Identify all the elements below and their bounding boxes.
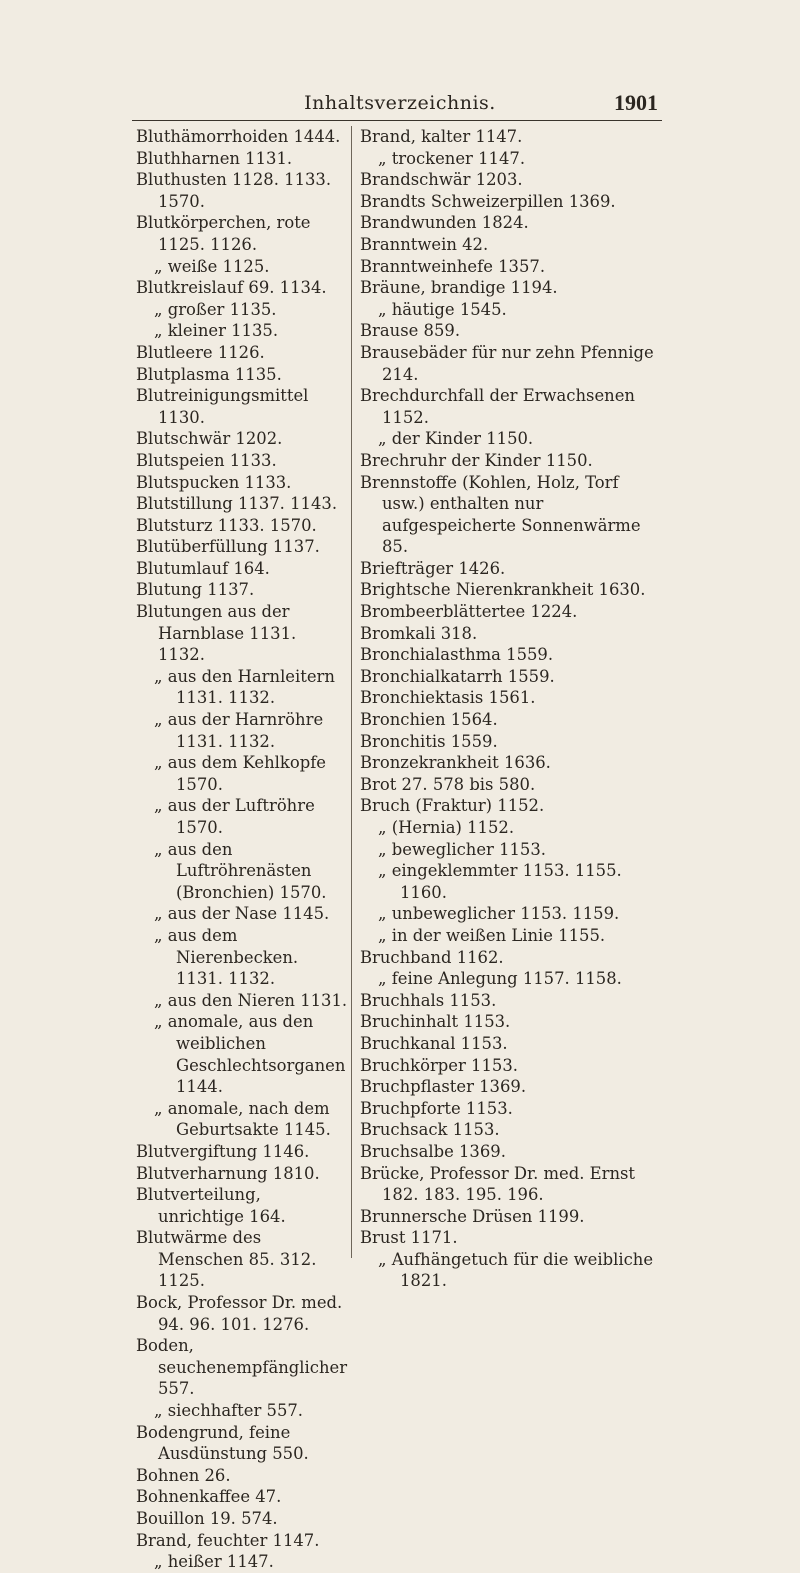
index-entry: Brandschwär 1203. — [360, 170, 523, 190]
index-entry: „ heißer 1147. — [154, 1552, 274, 1572]
index-entry: „ aus der Nase 1145. — [154, 904, 330, 924]
index-entry: Blutleere 1126. — [136, 342, 265, 362]
index-entry: „ anomale, nach dem Geburtsakte 1145. — [154, 1098, 331, 1140]
index-entry: Brust 1171. — [360, 1228, 458, 1248]
index-entry: Brennstoffe (Kohlen, Holz, Torf usw.) enthalten nur aufgespeicherte Sonnenwärme 85. — [360, 472, 641, 557]
index-entry: Bluthämorrhoiden 1444. — [136, 127, 341, 146]
index-entry: Bronchien 1564. — [360, 710, 498, 730]
page-year: 1901 — [614, 90, 658, 115]
index-entry: Branntwein 42. — [360, 234, 489, 254]
index-entry: „ anomale, aus den weiblichen Geschlechtsorganen 1144. — [154, 1012, 346, 1097]
index-entry: Briefträger 1426. — [360, 558, 506, 578]
index-entry: Brechdurchfall der Erwachsenen 1152. — [360, 386, 635, 427]
index-entry: Blutverteilung, unrichtige 164. — [136, 1185, 286, 1226]
index-entry: Bruch (Fraktur) 1152. — [360, 796, 545, 816]
index-entry: Blutumlauf 164. — [136, 558, 270, 578]
header-rule — [132, 120, 662, 121]
index-entry: Bohnen 26. — [136, 1465, 231, 1485]
index-entry: Bronchialasthma 1559. — [360, 645, 554, 665]
index-entry: Blutvergiftung 1146. — [136, 1141, 310, 1161]
index-entry: Brause 859. — [360, 321, 461, 341]
index-entry: Bruchinhalt 1153. — [360, 1012, 511, 1032]
page-title: Inhaltsverzeichnis. — [304, 92, 496, 114]
index-entry: Bruchsalbe 1369. — [360, 1141, 506, 1161]
index-entry: „ kleiner 1135. — [154, 321, 279, 341]
index-entry: Blutkreislauf 69. 1134. — [136, 278, 327, 298]
index-entry: „ großer 1135. — [154, 299, 277, 319]
index-entry: Brunnersche Drüsen 1199. — [360, 1206, 585, 1226]
index-entry: Bruchpflaster 1369. — [360, 1077, 527, 1097]
index-entry: Brot 27. 578 bis 580. — [360, 774, 536, 794]
index-entry: Bohnenkaffee 47. — [136, 1487, 282, 1507]
index-entry: Blutverharnung 1810. — [136, 1163, 320, 1183]
index-entry: „ aus dem Nierenbecken. 1131. 1132. — [154, 925, 299, 989]
index-entry: Blutkörperchen, rote 1125. 1126. — [136, 213, 311, 254]
index-entry: Branntweinhefe 1357. — [360, 256, 546, 276]
index-entry: Brand, kalter 1147. — [360, 127, 523, 146]
column-divider — [351, 126, 352, 1258]
index-entry: Bouillon 19. 574. — [136, 1509, 278, 1528]
index-entry: „ aus der Harnröhre 1131. 1132. — [154, 710, 324, 751]
index-entry: Blutwärme des Menschen 85. 312. 1125. — [136, 1228, 317, 1291]
index-entry: Bronchialkatarrh 1559. — [360, 666, 555, 686]
index-entry: Brausebäder für nur zehn Pfennige 214. — [360, 342, 654, 384]
index-entry: Bromkali 318. — [360, 623, 478, 643]
index-entry: Bluthusten 1128. 1133. 1570. — [136, 170, 332, 211]
index-entry: Bock, Professor Dr. med. 94. 96. 101. 1276. — [136, 1293, 343, 1334]
index-entry: Bronzekrankheit 1636. — [360, 753, 551, 773]
index-entry: Brand, feuchter 1147. — [136, 1530, 320, 1550]
index-entry: „ in der weißen Linie 1155. — [378, 925, 606, 945]
index-entry: Blutreinigungsmittel 1130. — [136, 386, 309, 427]
index-entry: Blutsturz 1133. 1570. — [136, 515, 317, 535]
index-entry: „ aus den Harnleitern 1131. 1132. — [154, 666, 335, 708]
index-entry: Blutspeien 1133. — [136, 450, 277, 470]
index-entry: Bruchpforte 1153. — [360, 1098, 513, 1118]
index-entry: Bronchiektasis 1561. — [360, 688, 536, 708]
index-entry: Brandwunden 1824. — [360, 213, 529, 233]
index-entry: „ aus der Luftröhre 1570. — [154, 796, 315, 837]
index-entry: Bruchkörper 1153. — [360, 1055, 518, 1075]
index-entry: Bluthharnen 1131. — [136, 148, 293, 168]
index-entry: Bruchsack 1153. — [360, 1120, 500, 1140]
index-entry: Bruchband 1162. — [360, 947, 504, 967]
index-entry: „ (Hernia) 1152. — [378, 818, 515, 837]
index-entry: „ weiße 1125. — [154, 256, 270, 276]
index-entry: Brombeerblättertee 1224. — [360, 602, 578, 622]
left-index-column — [136, 126, 348, 1573]
index-entry: Blutungen aus der Harnblase 1131. 1132. — [136, 602, 297, 665]
index-entry: „ feine Anlegung 1157. 1158. — [378, 969, 622, 989]
index-entry: „ aus den Nieren 1131. — [154, 990, 348, 1010]
index-entry: „ aus den Luftröhrenästen (Bronchien) 1570. — [154, 839, 327, 902]
index-entry: „ siechhafter 557. — [154, 1401, 304, 1421]
index-entry: Brightsche Nierenkrankheit 1630. — [360, 580, 646, 600]
index-entry: Bräune, brandige 1194. — [360, 278, 558, 298]
index-entry: Bodengrund, feine Ausdünstung 550. — [136, 1422, 309, 1464]
index-entry: Brandts Schweizerpillen 1369. — [360, 191, 616, 211]
index-entry: „ der Kinder 1150. — [378, 429, 534, 449]
index-entry: „ trockener 1147. — [378, 148, 526, 168]
index-entry: Bruchhals 1153. — [360, 990, 497, 1010]
index-entry: Boden, seuchenempfänglicher 557. — [136, 1336, 348, 1399]
index-entry: Blutüberfüllung 1137. — [136, 537, 320, 557]
index-entry: „ beweglicher 1153. — [378, 839, 547, 859]
index-entry: „ häutige 1545. — [378, 299, 507, 319]
right-index-column — [360, 126, 665, 1292]
index-entry: Brechruhr der Kinder 1150. — [360, 450, 593, 470]
index-entry: Bruchkanal 1153. — [360, 1033, 508, 1053]
index-entry: Brücke, Professor Dr. med. Ernst 182. 183. 195. 196. — [360, 1163, 636, 1205]
index-entry: Blutung 1137. — [136, 580, 255, 600]
index-entry: Blutstillung 1137. 1143. — [136, 494, 338, 514]
index-entry: Bronchitis 1559. — [360, 731, 498, 751]
index-entry: „ aus dem Kehlkopfe 1570. — [154, 753, 326, 794]
index-entry: „ eingeklemmter 1153. 1155. 1160. — [378, 861, 622, 902]
index-entry: „ unbeweglicher 1153. 1159. — [378, 904, 620, 924]
index-entry: Blutplasma 1135. — [136, 364, 282, 384]
index-entry: Blutspucken 1133. — [136, 472, 292, 492]
index-entry: Blutschwär 1202. — [136, 429, 283, 449]
index-entry: „ Aufhängetuch für die weibliche 1821. — [378, 1249, 654, 1291]
